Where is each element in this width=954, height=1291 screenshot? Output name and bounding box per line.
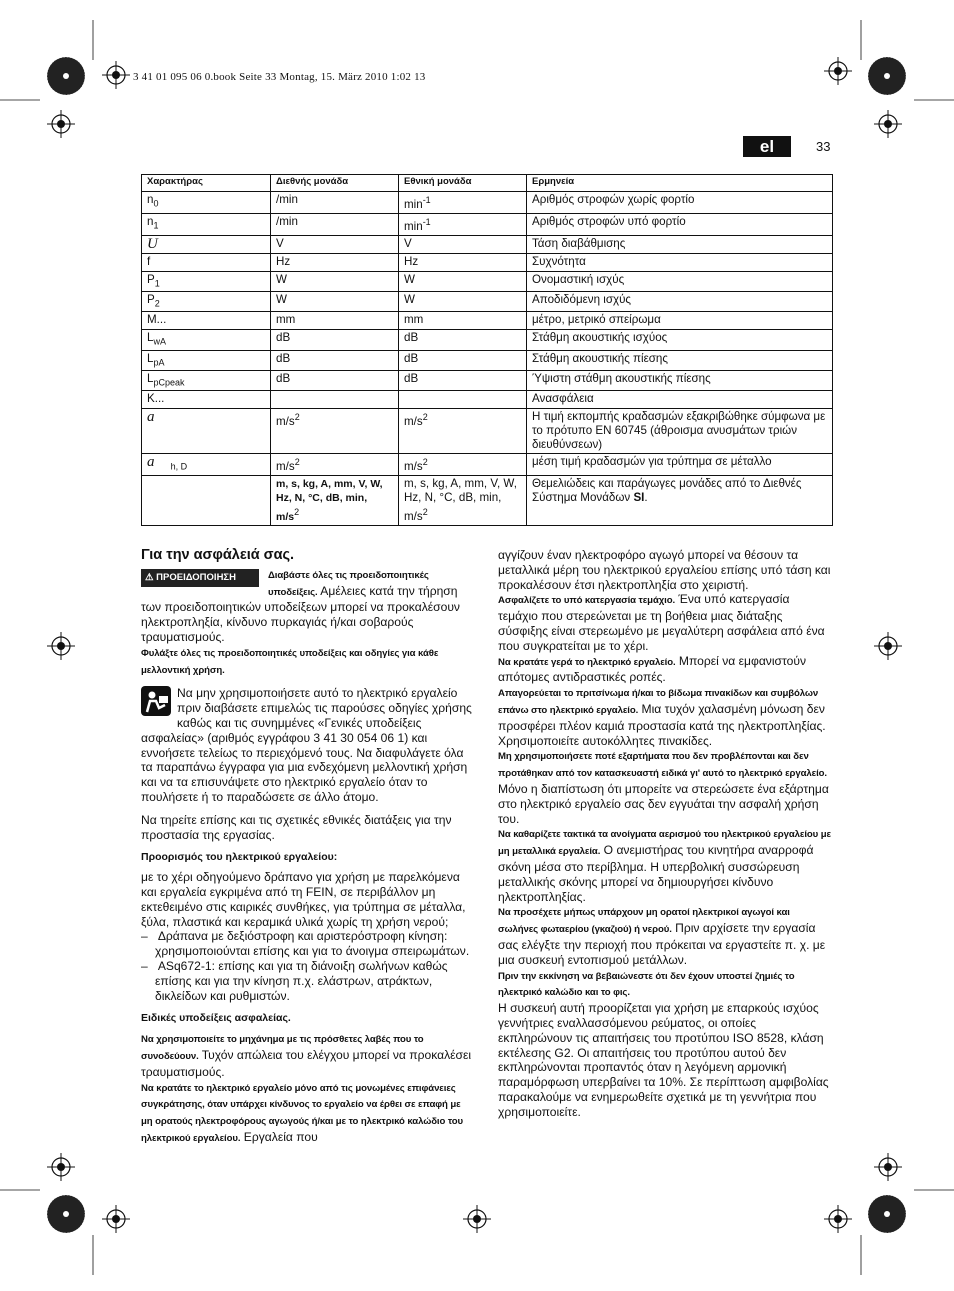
table-cell: Συχνότητα: [527, 253, 833, 271]
safety-bold: Να κρατάτε γερά το ηλεκτρικό εργαλείο.: [498, 656, 676, 668]
book-header: 3 41 01 095 06 0.book Seite 33 Montag, 15. März 2010 1:02 13: [133, 71, 426, 83]
crosshair-icon: [102, 1205, 130, 1233]
crosshair-icon: [102, 61, 130, 89]
table-cell: dB: [271, 370, 399, 390]
table-cell: m, s, kg, A, mm, V, W, Hz, N, °C, dB, min, $m/s^2$: [399, 476, 527, 526]
safety-bold: Να κρατάτε το ηλεκτρικό εργαλείο μόνο από τις μονωμένες επιφάνειες συγκράτησης, όταν υπάρχει κίνδυνος το εργαλείο να έρθει σε επαφή με μη ορατούς ηλεκτροφόρους αγωγούς ή/και με το ηλεκτρικό καλώδιο του ηλεκτρικού εργαλείου.: [141, 1082, 463, 1144]
purpose-heading: Προορισμός του ηλεκτρικού εργαλείου:: [141, 851, 338, 864]
table-cell: μέση τιμή κραδασμών για τρύπημα σε μέταλλο: [527, 454, 833, 476]
crosshair-icon: [47, 1153, 75, 1181]
table-row: [142, 192, 833, 214]
table-cell: $\min^{-1}$: [399, 192, 527, 214]
section-title: Για την ασφάλειά σας.: [141, 547, 295, 563]
table-cell: $\min^{-1}$: [399, 213, 527, 235]
table-cell: a $_{h, D}$: [142, 454, 271, 476]
table-row: [142, 271, 833, 291]
table-cell: V: [271, 235, 399, 253]
table-cell: f: [142, 253, 271, 271]
read-manual-icon: [141, 686, 171, 716]
table-cell: Hz: [399, 253, 527, 271]
safety-text: Τυχόν απώλεια του ελέγχου μπορεί να προκαλέσει τραυματισμούς.: [141, 1047, 472, 1079]
table-row: [142, 350, 833, 370]
table-cell: mm: [399, 312, 527, 330]
warning-badge: ⚠ ΠΡΟΕΙΔΟΠΟΙΗΣΗ: [141, 569, 259, 587]
table-cell: Hz: [271, 253, 399, 271]
generator-text: Η συσκευή αυτή προορίζεται για χρήση με επαρκούς ισχύος γεννήτριες εναλλασσόμενου ρεύματος, οι οποίες εκπληρώνουν τις απαιτήσεις του προτύπου ISO 8528, κλάση εκτέλεσης G2. Οι απαιτήσεις του προτύπου αυτού δεν εκπληρώνονται προπαντός όταν η λεγόμενη αρμονική παραμόρφωση υπερβαίνει τα 10%. Σε περίπτωση αμφιβολίας παρακαλούμε να ενημερωθείτε σχετικά με τη γεννήτρια που χρησιμοποιείτε.: [498, 1001, 829, 1119]
star-target-icon: [868, 57, 906, 95]
safety-text: Ο ανεμιστήρας του κινητήρα αναρροφά σκόνη μέσα στο περίβλημα. Η υπερβολική συσσώρευση μεταλλικής σκόνης μπορεί να δημιουργήσει κίνδυνο ηλεκτροπληξίας.: [498, 843, 814, 904]
units-table: [141, 174, 833, 526]
table-cell: a: [142, 409, 271, 454]
national-regulations-text: Να τηρείτε επίσης και τις σχετικές εθνικές διατάξεις για την προστασία της εργασίας.: [141, 812, 452, 842]
table-cell: V: [399, 235, 527, 253]
table-cell: $P_2$: [142, 292, 271, 312]
column-header: Ερμηνεία: [527, 175, 833, 192]
list-item: – Δράπανα με δεξιόστροφη και αριστερόστροφη κίνηση: χρησιμοποιούνται επίσης και για το άνοιγμα σπειρωμάτων.: [141, 929, 470, 959]
keep-instructions-text: Φυλάξτε όλες τις προειδοποιητικές υποδείξεις και οδηγίες για κάθε μελλοντική χρήση.: [141, 647, 439, 676]
safety-bold: Να χρησιμοποιείτε το μηχάνημα με τις πρόσθετες λαβές που το συνοδεύουν.: [141, 1034, 424, 1062]
table-cell: $L_{pCpeak}$: [142, 370, 271, 390]
safety-bold: Να καθαρίζετε τακτικά τα ανοίγματα αερισμού του ηλεκτρικού εργαλείου με μη μεταλλικά εργαλεία.: [498, 829, 831, 858]
table-cell: M...: [142, 312, 271, 330]
table-row: [142, 330, 833, 350]
table-row: [142, 312, 833, 330]
table-cell: mm: [271, 312, 399, 330]
column-header: Εθνική μονάδα: [399, 175, 527, 192]
star-target-icon: [47, 1195, 85, 1233]
safety-text: Ένα υπό κατεργασία τεμάχιο που στερεώνεται με τη βοήθεια μιας διάταξης σύσφιξης είναι στερεωμένο με μεγαλύτερη ασφάλεια από ένα που συγκρατείται με το χέρι.: [498, 592, 825, 653]
table-cell: [399, 391, 527, 409]
table-row: [142, 213, 833, 235]
star-target-icon: [47, 57, 85, 95]
left-column: [141, 548, 472, 1147]
purpose-text: με το χέρι οδηγούμενο δράπανο για χρήση με παρελκόμενα και εργαλεία εγκριμένα από τη FEIN, σε περιβάλλον μη εκτεθειμένο στις καιρικές συνθήκες, για τρύπημα σε μέταλλα, ξύλα, πλαστικά και κεραμικά υλικά χωρίς τη χρήση νερού;: [141, 870, 466, 929]
list-item: – ASq672-1: επίσης και για τη διάνοιξη σωλήνων καθώς επίσης και για την κίνηση π.χ. ελάστρων, ατράκτων, δικλείδων και ρυθμιστών.: [141, 958, 448, 1003]
safety-text: Μπορεί να εμφανιστούν απότομες αντιδραστικές ροπές.: [498, 653, 806, 685]
table-cell: /min: [271, 192, 399, 214]
safety-bold: Ασφαλίζετε το υπό κατεργασία τεμάχιο.: [498, 595, 676, 607]
crosshair-icon: [47, 110, 75, 138]
table-cell: $L_{pA}$: [142, 350, 271, 370]
table-row: [142, 454, 833, 476]
table-row: [142, 253, 833, 271]
table-cell: $L_{wA}$: [142, 330, 271, 350]
table-header-row: [142, 175, 833, 192]
table-cell: Θεμελιώδεις και παράγωγες μονάδες από το Διεθνές Σύστημα Μονάδων SI.: [527, 476, 833, 526]
table-cell: /min: [271, 213, 399, 235]
table-cell: dB: [399, 350, 527, 370]
crosshair-icon: [824, 57, 852, 85]
table-cell: dB: [399, 370, 527, 390]
crosshair-icon: [874, 110, 902, 138]
table-row: [142, 391, 833, 409]
warning-block: [141, 567, 472, 645]
table-cell: Ύψιστη στάθμη ακουστικής πίεσης: [527, 370, 833, 390]
table-cell: $n_1$: [142, 213, 271, 235]
language-tab: el: [743, 136, 791, 157]
paragraph: αγγίζουν έναν ηλεκτροφόρο αγωγό μπορεί να θέσουν τα μεταλλικά μέρη του ηλεκτρικού εργαλείου επίσης υπό τάση και προκαλέσουν έτσι ηλεκτροπληξία στο χειριστή.: [498, 548, 831, 592]
safety-bold: Μη χρησιμοποιήσετε ποτέ εξαρτήματα που δεν προβλέπονται και δεν προτάθηκαν από τον κατασκευαστή ειδικά γι' αυτό το ηλεκτρικό εργαλείο.: [498, 751, 827, 780]
table-cell: Ονομαστική ισχύς: [527, 271, 833, 291]
crosshair-icon: [874, 632, 902, 660]
table-row: [142, 235, 833, 253]
table-cell: W: [399, 292, 527, 312]
table-cell: Αριθμός στροφών υπό φορτίο: [527, 213, 833, 235]
star-target-icon: [868, 1195, 906, 1233]
warning-text: Αμέλειες κατά την τήρηση των προειδοποιητικών υποδείξεων μπορεί να προκαλέσουν ηλεκτροπληξία, κίνδυνο πυρκαγιάς ή/και σοβαρούς τραυματισμούς.: [141, 583, 460, 644]
page-number: 33: [816, 139, 831, 154]
table-cell: m, s, kg, A, mm, V, W, Hz, N, °C, dB, min, $m/s^2$: [271, 476, 399, 526]
table-cell: dB: [399, 330, 527, 350]
table-cell: $P_1$: [142, 271, 271, 291]
special-safety-heading: Ειδικές υποδείξεις ασφαλείας.: [141, 1012, 291, 1025]
table-cell: $m/s^2$: [271, 454, 399, 476]
table-cell: Αριθμός στροφών χωρίς φορτίο: [527, 192, 833, 214]
column-header: Χαρακτήρας: [142, 175, 271, 192]
table-row: [142, 370, 833, 390]
safety-text: Μόνο η διαπίστωση ότι μπορείτε να στερεώσετε ένα εξάρτημα στο ηλεκτρικό εργαλείο σας δεν εγγυάται την ασφαλή χρήση του.: [498, 781, 829, 826]
right-column: [498, 548, 832, 1119]
table-row: [142, 292, 833, 312]
manual-text: Να μην χρησιμοποιήσετε αυτό το ηλεκτρικό εργαλείο πριν διαβάσετε επιμελώς τις παρούσες οδηγίες χρήσης καθώς και τις συνημμένες «Γενικές υποδείξεις ασφαλείας» (αριθμός εγγράφου 3 41 30 054 06 1) και εννοήσετε τελείως το περιεχόμενό τους. Να διαφυλάγετε όλα τα παραπάνω έγγραφα για μια ενδεχόμενη μελλοντική χρήση και να τα επισυνάψετε στο ηλεκτρικό εργαλείο όταν το πουλήσετε ή το παραδώσετε σε άλλο άτομο.: [141, 686, 472, 804]
table-cell: [271, 391, 399, 409]
crosshair-icon: [874, 1153, 902, 1181]
safety-bold: Να προσέχετε μήπως υπάρχουν μη ορατοί ηλεκτρικοί αγωγοί και σωλήνες φωταερίου (γκαζιού) ή νερού.: [498, 907, 790, 936]
crosshair-icon: [47, 632, 75, 660]
manual-block: [141, 686, 472, 804]
table-cell: W: [399, 271, 527, 291]
safety-text: Πριν αρχίσετε την εργασία σας ελέγξτε την περιοχή που πρόκειται να εργαστείτε π. χ. με μια συσκευή εντοπισμού μετάλλων.: [498, 921, 826, 967]
table-cell: μέτρο, μετρικό σπείρωμα: [527, 312, 833, 330]
table-cell: K...: [142, 391, 271, 409]
crosshair-icon: [824, 1205, 852, 1233]
table-cell: Η τιμή εκπομπής κραδασμών εξακριβώθηκε σύμφωνα με το πρότυπο EN 60745 (άθροισμα ανυσμάτων τριών διευθύνσεων): [527, 409, 833, 454]
table-cell: $n_0$: [142, 192, 271, 214]
table-cell: W: [271, 271, 399, 291]
table-cell: Τάση διαβάθμισης: [527, 235, 833, 253]
table-cell: $m/s^2$: [271, 409, 399, 454]
table-row: [142, 409, 833, 454]
safety-text: Μια τυχόν χαλασμένη μόνωση δεν προσφέρει πλέον καμιά προστασία κατά της ηλεκτροπληξίας. Χρησιμοποιείτε αυτοκόλλητες πινακίδες.: [498, 701, 826, 748]
table-cell: dB: [271, 350, 399, 370]
crosshair-icon: [463, 1205, 491, 1233]
table-cell: Στάθμη ακουστικής πίεσης: [527, 350, 833, 370]
safety-bold: Πριν την εκκίνηση να βεβαιώνεστε ότι δεν έχουν υποστεί ζημιές το ηλεκτρικό καλώδιο και το φις.: [498, 970, 795, 999]
table-cell: [142, 476, 271, 526]
table-cell: dB: [271, 330, 399, 350]
table-cell: $m/s^2$: [399, 409, 527, 454]
table-cell: $m/s^2$: [399, 454, 527, 476]
warning-bold: Διαβάστε όλες τις προειδοποιητικές υποδείξεις.: [268, 569, 429, 598]
table-cell: Ανασφάλεια: [527, 391, 833, 409]
column-header: Διεθνής μονάδα: [271, 175, 399, 192]
table-body: [142, 192, 833, 526]
table-cell: U: [142, 235, 271, 253]
safety-text: Εργαλεία που: [240, 1129, 318, 1144]
table-cell: W: [271, 292, 399, 312]
safety-bold: Απαγορεύεται το πριτσίνωμα ή/και το βίδωμα πινακίδων και συμβόλων επάνω στο ηλεκτρικό εργαλείο.: [498, 688, 819, 716]
table-cell: Στάθμη ακουστικής ισχύος: [527, 330, 833, 350]
table-cell: Αποδιδόμενη ισχύς: [527, 292, 833, 312]
table-row: [142, 476, 833, 526]
warning-triangle-icon: ⚠: [145, 571, 157, 583]
